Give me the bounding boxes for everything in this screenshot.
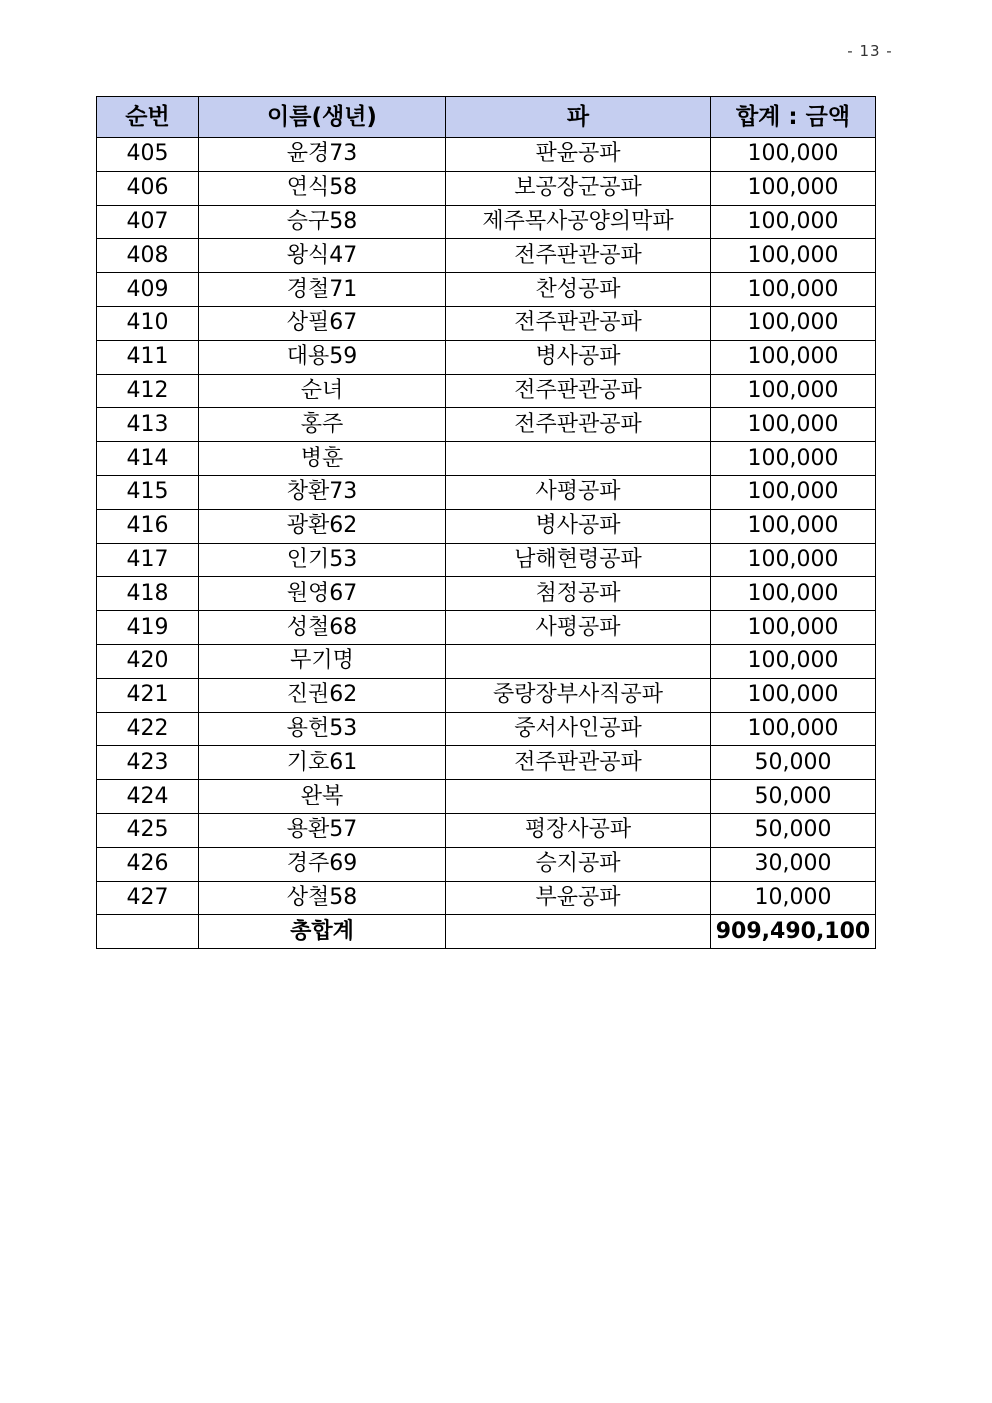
row-number: 410 — [97, 306, 199, 340]
row-clan: 남해현령공파 — [446, 543, 711, 577]
row-number: 408 — [97, 239, 199, 273]
row-name: 왕식47 — [199, 239, 446, 273]
row-clan: 중서사인공파 — [446, 712, 711, 746]
row-number: 426 — [97, 847, 199, 881]
row-name: 창환73 — [199, 475, 446, 509]
row-number: 407 — [97, 205, 199, 239]
row-number: 424 — [97, 780, 199, 814]
table-row — [97, 813, 876, 847]
row-amount: 100,000 — [711, 543, 876, 577]
row-name: 광환62 — [199, 509, 446, 543]
table-row — [97, 543, 876, 577]
row-number: 405 — [97, 138, 199, 172]
row-amount: 100,000 — [711, 644, 876, 678]
row-amount: 50,000 — [711, 746, 876, 780]
table-row — [97, 442, 876, 476]
table-row — [97, 306, 876, 340]
row-amount: 100,000 — [711, 475, 876, 509]
row-number: 417 — [97, 543, 199, 577]
row-amount: 100,000 — [711, 205, 876, 239]
header-amount: 합계 : 금액 — [711, 97, 876, 138]
table-row — [97, 881, 876, 915]
total-amount: 909,490,100 — [711, 915, 876, 949]
row-clan: 부윤공파 — [446, 881, 711, 915]
row-amount: 100,000 — [711, 138, 876, 172]
row-number: 427 — [97, 881, 199, 915]
row-clan: 전주판관공파 — [446, 408, 711, 442]
row-name: 인기53 — [199, 543, 446, 577]
row-number: 414 — [97, 442, 199, 476]
row-number: 415 — [97, 475, 199, 509]
row-name: 승구58 — [199, 205, 446, 239]
row-amount: 100,000 — [711, 374, 876, 408]
total-number-cell — [97, 915, 199, 949]
donation-table — [96, 96, 876, 949]
row-number: 422 — [97, 712, 199, 746]
row-name: 용헌53 — [199, 712, 446, 746]
page-number: - 13 - — [847, 42, 893, 60]
row-amount: 100,000 — [711, 577, 876, 611]
row-number: 412 — [97, 374, 199, 408]
row-amount: 50,000 — [711, 780, 876, 814]
row-amount: 100,000 — [711, 239, 876, 273]
table-row — [97, 239, 876, 273]
row-number: 420 — [97, 644, 199, 678]
row-amount: 100,000 — [711, 408, 876, 442]
header-number: 순번 — [97, 97, 199, 138]
row-clan: 전주판관공파 — [446, 239, 711, 273]
table-row — [97, 780, 876, 814]
table-row — [97, 475, 876, 509]
row-name: 홍주 — [199, 408, 446, 442]
row-clan — [446, 442, 711, 476]
row-amount: 100,000 — [711, 306, 876, 340]
table-row — [97, 678, 876, 712]
table-body — [97, 138, 876, 915]
header-clan: 파 — [446, 97, 711, 138]
header-row — [97, 97, 876, 138]
row-name: 병훈 — [199, 442, 446, 476]
total-clan-cell — [446, 915, 711, 949]
table-row — [97, 509, 876, 543]
row-name: 용환57 — [199, 813, 446, 847]
row-number: 413 — [97, 408, 199, 442]
table-header — [97, 97, 876, 138]
row-clan: 제주목사공양의막파 — [446, 205, 711, 239]
row-name: 완복 — [199, 780, 446, 814]
row-amount: 100,000 — [711, 340, 876, 374]
row-number: 425 — [97, 813, 199, 847]
table-footer — [97, 915, 876, 949]
table-row — [97, 611, 876, 645]
row-number: 419 — [97, 611, 199, 645]
header-name: 이름(생년) — [199, 97, 446, 138]
row-clan: 첨정공파 — [446, 577, 711, 611]
row-amount: 10,000 — [711, 881, 876, 915]
table-row — [97, 408, 876, 442]
row-amount: 100,000 — [711, 273, 876, 307]
table-row — [97, 577, 876, 611]
row-amount: 100,000 — [711, 678, 876, 712]
row-number: 421 — [97, 678, 199, 712]
row-clan: 사평공파 — [446, 475, 711, 509]
row-name: 진권62 — [199, 678, 446, 712]
row-name: 윤경73 — [199, 138, 446, 172]
row-clan: 전주판관공파 — [446, 374, 711, 408]
row-amount: 100,000 — [711, 442, 876, 476]
row-clan: 평장사공파 — [446, 813, 711, 847]
table-row — [97, 273, 876, 307]
row-amount: 100,000 — [711, 509, 876, 543]
total-label: 총합계 — [199, 915, 446, 949]
row-name: 대용59 — [199, 340, 446, 374]
row-name: 무기명 — [199, 644, 446, 678]
table-row — [97, 205, 876, 239]
row-number: 409 — [97, 273, 199, 307]
row-amount: 100,000 — [711, 712, 876, 746]
row-amount: 100,000 — [711, 171, 876, 205]
row-name: 기호61 — [199, 746, 446, 780]
table-row — [97, 171, 876, 205]
row-name: 상필67 — [199, 306, 446, 340]
row-name: 순녀 — [199, 374, 446, 408]
row-clan: 사평공파 — [446, 611, 711, 645]
table-row — [97, 712, 876, 746]
row-clan: 병사공파 — [446, 509, 711, 543]
row-clan — [446, 780, 711, 814]
row-clan: 전주판관공파 — [446, 746, 711, 780]
table-row — [97, 340, 876, 374]
row-clan: 병사공파 — [446, 340, 711, 374]
row-clan: 판윤공파 — [446, 138, 711, 172]
table-row — [97, 847, 876, 881]
table-row — [97, 644, 876, 678]
row-name: 연식58 — [199, 171, 446, 205]
row-amount: 30,000 — [711, 847, 876, 881]
row-name: 상철58 — [199, 881, 446, 915]
row-number: 406 — [97, 171, 199, 205]
row-number: 423 — [97, 746, 199, 780]
row-clan: 승지공파 — [446, 847, 711, 881]
table-row — [97, 374, 876, 408]
row-number: 411 — [97, 340, 199, 374]
row-amount: 100,000 — [711, 611, 876, 645]
total-row — [97, 915, 876, 949]
row-name: 경주69 — [199, 847, 446, 881]
row-amount: 50,000 — [711, 813, 876, 847]
row-name: 원영67 — [199, 577, 446, 611]
table-row — [97, 746, 876, 780]
row-number: 416 — [97, 509, 199, 543]
row-clan: 전주판관공파 — [446, 306, 711, 340]
row-clan — [446, 644, 711, 678]
row-name: 성철68 — [199, 611, 446, 645]
row-clan: 보공장군공파 — [446, 171, 711, 205]
row-clan: 중랑장부사직공파 — [446, 678, 711, 712]
row-number: 418 — [97, 577, 199, 611]
table-row — [97, 138, 876, 172]
row-name: 경철71 — [199, 273, 446, 307]
row-clan: 찬성공파 — [446, 273, 711, 307]
